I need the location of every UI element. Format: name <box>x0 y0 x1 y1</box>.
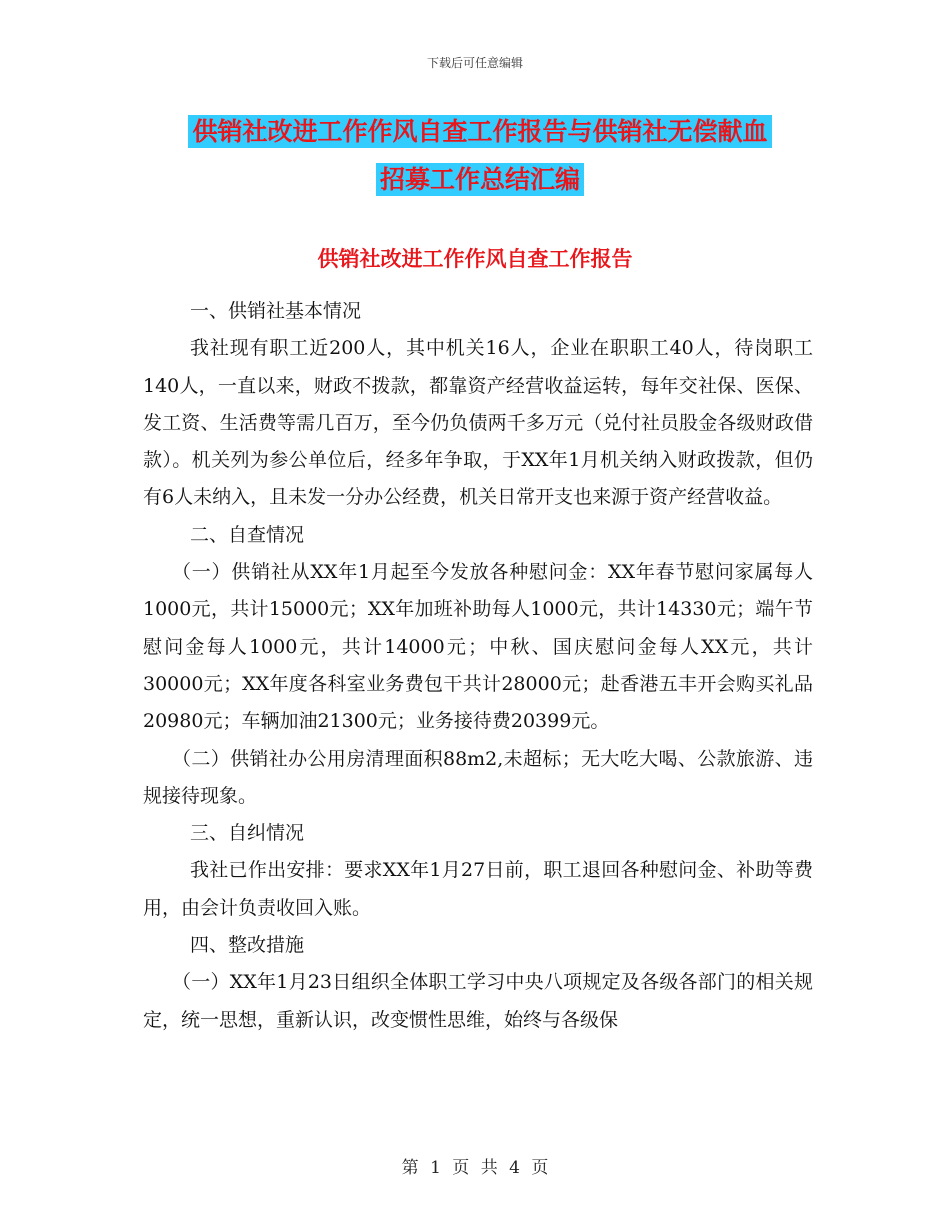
page-footer: 第 1 页 共 4 页 <box>401 1158 549 1178</box>
title-line-1: 供销社改进工作作风自查工作报告与供销社无偿献血 <box>188 115 771 148</box>
paragraph-basic-info: 我社现有职工近200人，其中机关16人，企业在职职工40人，待岗职工140人，一直以来，财政不拨款，都靠资产经营收益运转，每年交社保、医保、发工资、生活费等需几百万，至今仍负债两千多万元（兑付社员股金各级财政借款）。机关列为参公单位后，经多年争取，于XX年1月机关纳入财政拨款，但仍有6人未纳入，且未发一分办公经费，机关日常开支也来源于资产经营收益。 <box>143 337 813 509</box>
paragraph-correction: 我社已作出安排：要求XX年1月27日前，职工退回各种慰问金、补助等费用，由会计负责收回入账。 <box>143 859 813 919</box>
title-line-2: 招募工作总结汇编 <box>376 163 584 196</box>
paragraph-self-check-1: （一）供销社从XX年1月起至今发放各种慰问金：XX年春节慰问家属每人1000元，共计15000元；XX年加班补助每人1000元，共计14330元；端午节慰问金每人1000元，共计14000元；中秋、国庆慰问金每人XX元，共计30000元；XX年度各科室业务费包干共计28000元；赴香港五丰开会购买礼品20980元；车辆加油21300元；业务接待费20399元。 <box>143 561 813 733</box>
section-title: 供销社改进工作作风自查工作报告 <box>317 247 633 271</box>
section-heading-2: 二、自查情况 <box>190 523 305 546</box>
paragraph-measures-1: （一）XX年1月23日组织全体职工学习中央八项规定及各级各部门的相关规定，统一思想，重新认识，改变惯性思维，始终与各级保 <box>143 971 813 1031</box>
section-heading-1: 一、供销社基本情况 <box>190 300 362 322</box>
section-heading-4: 四、整改措施 <box>190 934 305 957</box>
section-heading-3: 三、自纠情况 <box>190 822 305 845</box>
document-title <box>140 108 820 204</box>
header-note: 下载后可任意编辑 <box>426 56 523 70</box>
paragraph-self-check-2: （二）供销社办公用房清理面积88m2,未超标；无大吃大喝、公款旅游、违规接待现象。 <box>143 747 813 807</box>
body-text <box>143 293 813 1039</box>
